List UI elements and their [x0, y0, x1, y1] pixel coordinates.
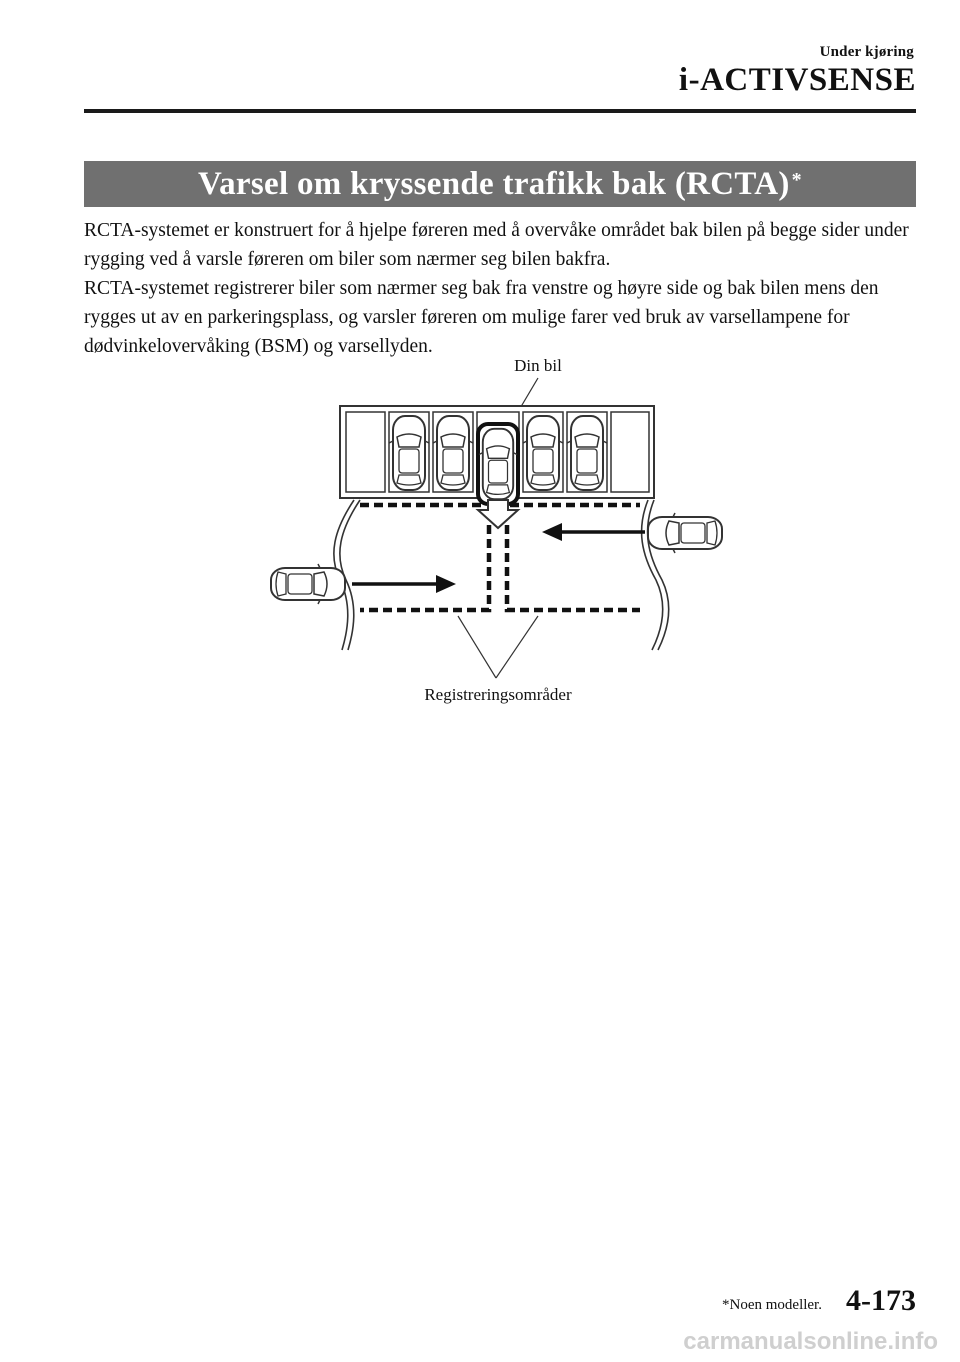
chapter-title: i-ACTIVSENSE — [678, 62, 916, 98]
pointer-detection-left — [458, 616, 496, 678]
parked-car — [567, 416, 607, 490]
parked-car — [389, 416, 429, 490]
parked-car — [433, 416, 473, 490]
footnote: *Noen modeller. — [722, 1297, 822, 1313]
pointer-detection-right — [496, 616, 538, 678]
section-title: Varsel om kryssende trafikk bak (RCTA) — [198, 165, 790, 202]
label-detection-areas: Registreringsområder — [424, 685, 572, 704]
label-your-car: Din bil — [514, 356, 562, 375]
rcta-diagram — [260, 350, 740, 710]
arrow-from-right — [542, 523, 645, 541]
paragraph-intro: RCTA-systemet er konstruert for å hjelpe føreren med å overvåke området bak bilen på begge sider under rygging ved å varsle føreren om biler som nærmer seg bilen bakfra. — [84, 220, 909, 270]
watermark: carmanualsonline.info — [683, 1328, 938, 1355]
parked-car — [523, 416, 563, 490]
section-banner — [84, 161, 916, 207]
header-rule — [84, 109, 916, 113]
section-asterisk: * — [791, 168, 802, 191]
approaching-car-left — [271, 564, 345, 604]
chapter-subtitle: Under kjøring — [819, 44, 914, 60]
approaching-car-right — [648, 513, 722, 553]
paragraph-detection: RCTA-systemet registrerer biler som nærmer seg bak fra venstre og høyre side og bak bilen mens den rygges ut av en parkeringsplass, og varsler føreren om mulige farer ved bruk av varsellampene for dødvinkelovervåking (BSM) og varsellyden. — [84, 278, 879, 357]
own-car — [478, 424, 518, 504]
body-text — [84, 216, 916, 361]
page-number: 4-173 — [846, 1284, 916, 1317]
arrow-from-left — [352, 575, 456, 593]
